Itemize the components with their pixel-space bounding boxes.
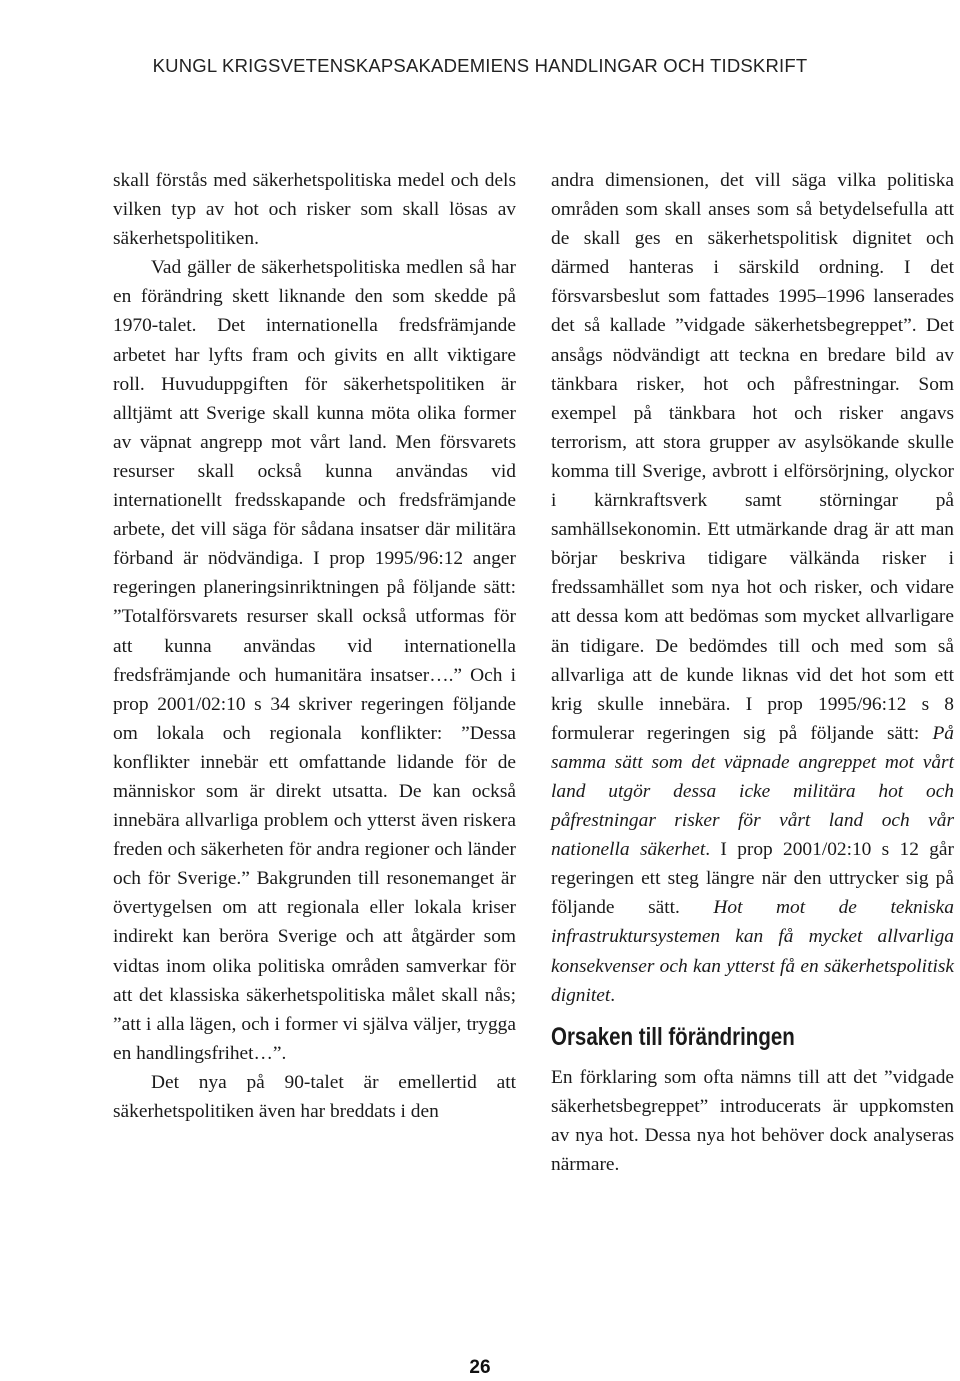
right-paragraph-1-end: . (610, 984, 616, 1006)
quote-prop-2001: Hot mot de tekniska infrastruktursystemen kan få mycket allvarliga konsekvenser och kan ytterst få en säkerhetspolitisk dignitet (551, 897, 954, 1006)
running-header: KUNGL KRIGSVETENSKAPSAKADEMIENS HANDLINGAR OCH TIDSKRIFT (152, 55, 808, 76)
right-paragraph-1 (551, 166, 954, 1010)
right-column (551, 166, 954, 1179)
right-paragraph-1-text: andra dimensionen, det vill säga vilka politiska områden som skall anses som så betydelsefulla att de skall ges en säkerhetspolitisk dignitet och därmed hanteras i särskild ordning. I det försvarsbeslut som fattades 1995–1996 lanserades det så kallade ”vidgade säkerhetsbegreppet”. Det ansågs nödvändigt att teckna en bredare bild av tänkbara risker, hot och påfrestningar. Som exempel på tänkbara hot och risker angavs terrorism, att stora grupper av asylsökande skulle komma till Sverige, avbrott i elförsörjning, olyckor i kärnkraftsverk samt störningar på samhällsekonomin. Ett utmärkande drag är att man börjar beskriva tidigare välkända risker i fredssamhället som nya hot och risker, och vidare att dessa kom att bedömas som mycket allvarligare än tidigare. De bedömdes till och med som så allvarliga att de kunde liknas vid det hot som ett krig skulle innebära. I prop 1995/96:12 s 8 formulerar regeringen sig på följande sätt: (551, 170, 954, 744)
section-heading: Orsaken till förändringen (551, 1022, 795, 1051)
right-paragraph-2: En förklaring som ofta nämns till att det ”vidgade säkerhetsbegreppet” introducerats är uppkomsten av nya hot. Dessa nya hot behöver dock analyseras närmare. (551, 1066, 954, 1175)
page-number: 26 (469, 1357, 491, 1378)
quote-prop-1995: På samma sätt som det väpnade angreppet mot vårt land utgör dessa icke militära hot och påfrestningar risker för vårt land och vår nationella säkerhet (551, 722, 954, 861)
left-paragraph-2: Vad gäller de säkerhetspolitiska medlen så har en förändring skett liknande den som skedde på 1970-talet. Det internationella fredsfrämjande arbetet har lyfts fram och givits en allt viktigare roll. Huvuduppgiften för säkerhetspolitiken är alltjämt att Sverige skall kunna möta olika former av väpnat angrepp mot vårt land. Men försvarets resurser skall också kunna användas vid internationellt fredsskapande och fredsfrämjande arbete, det vill säga för sådana insatser där militära förband är nödvändiga. I prop 1995/96:12 anger regeringen planeringsinriktningen på följande sätt: ”Totalförsvarets resurser skall också utformas för att kunna användas vid internationella fredsfrämjande och humanitära insatser….” Och i prop 2001/02:10 s 34 skriver regeringen följande om lokala och regionala konflikter: ”Dessa konflikter innebär ett omfattande lidande för de människor som är direkt utsatta. De kan också innebära allvarliga problem och ytterst även riskera freden och säkerheten för andra regioner och länder och för Sverige.” Bakgrunden till resonemanget är övertygelsen om att regionala eller lokala kriser indirekt kan beröra Sverige och att åtgärder som vidtas inom olika politiska områden samverkar för att det klassiska säkerhetspolitiska målet skall nås; ”att i alla lägen, och i former vi själva väljer, trygga en handlingsfrihet…”. (113, 257, 516, 1064)
right-paragraph-1-continued: . I prop 2001/02:10 s 12 går regeringen ett steg längre när den uttrycker sig på följande sätt. (551, 839, 954, 919)
left-column (113, 166, 516, 1126)
left-paragraph-3: Det nya på 90-talet är emellertid att säkerhetspolitiken även har breddats i den (113, 1071, 516, 1122)
left-paragraph-1: skall förstås med säkerhetspolitiska medel och dels vilken typ av hot och risker som skall lösas av säkerhetspolitiken. (113, 170, 516, 250)
